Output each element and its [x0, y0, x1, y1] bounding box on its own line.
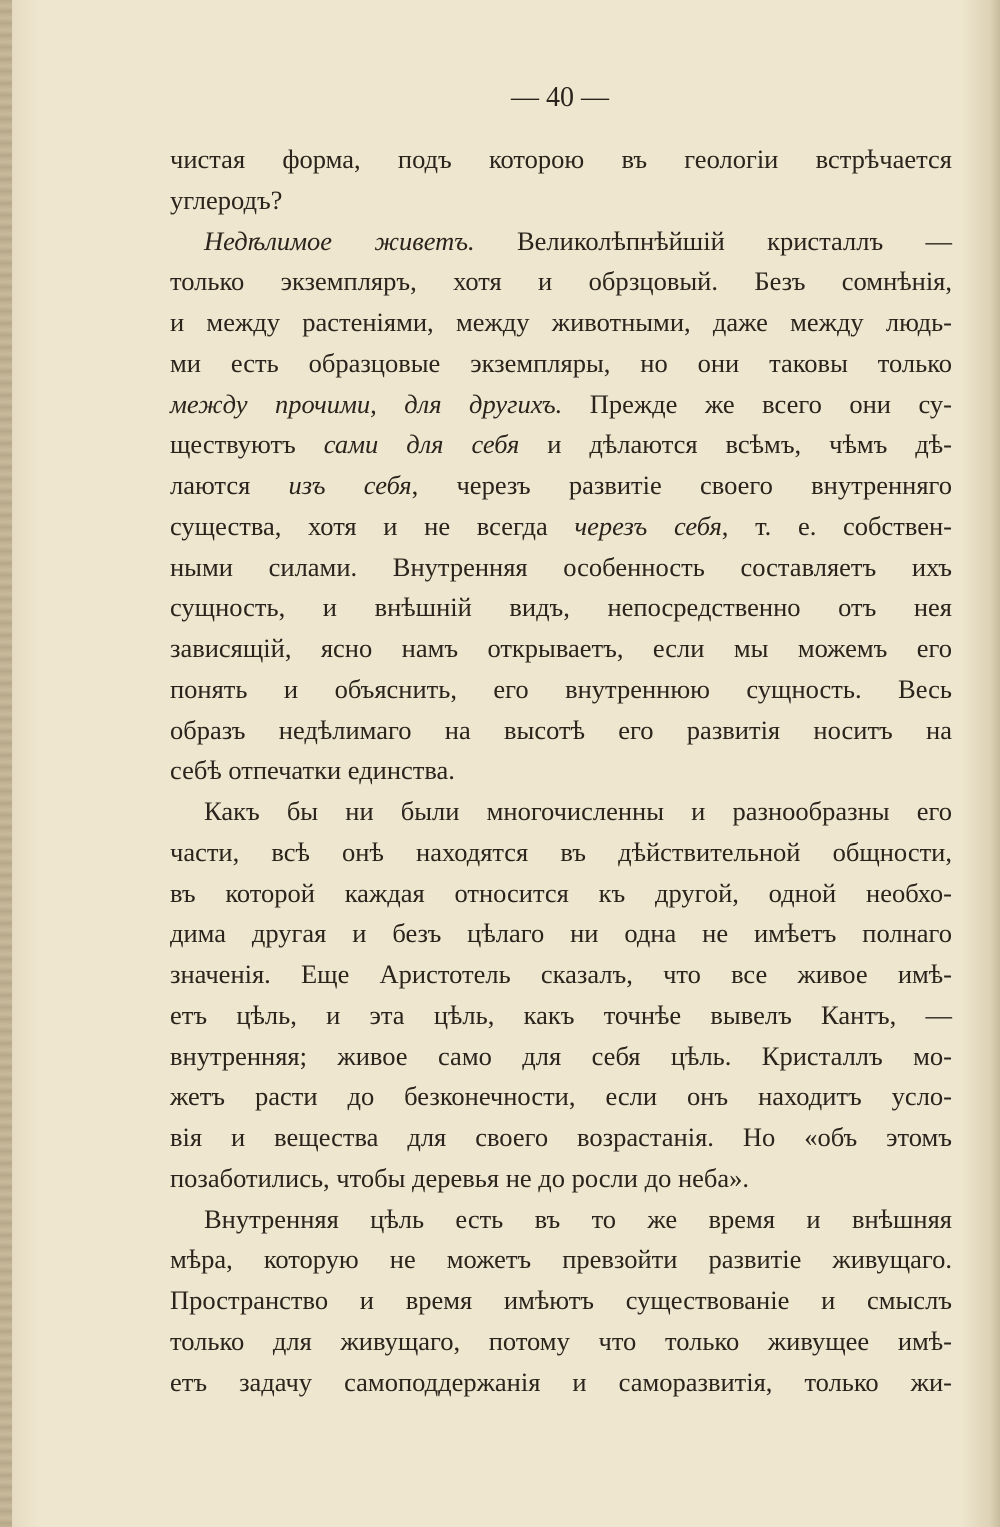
text-segment: существа, хотя и не всегда [170, 510, 575, 541]
text-segment: чистая форма, подъ которою въ геологіи встрѣчается [170, 144, 952, 174]
text-line [170, 302, 952, 343]
text-segment: ными силами. Внутренняя особенность составляетъ ихъ [170, 551, 952, 582]
text-line [170, 873, 952, 914]
text-line [170, 628, 952, 669]
text-segment: дима другая и безъ цѣлаго ни одна не имѣетъ полнаго [170, 918, 952, 949]
body-text [170, 139, 952, 1402]
text-segment: ществуютъ [170, 429, 324, 460]
text-segment: только для живущаго, потому что только живущее имѣ- [170, 1325, 952, 1356]
text-segment: и между растеніями, между животными, даже между людь- [170, 307, 952, 337]
text-line [170, 1036, 952, 1077]
text-line [170, 180, 952, 221]
text-segment: мѣра, которую не можетъ превзойти развитіе живущаго. [170, 1244, 952, 1275]
text-line [170, 1239, 952, 1280]
text-segment: себѣ отпечатки единства. [170, 755, 455, 786]
text-segment: образъ недѣлимаго на высотѣ его развитія носитъ на [170, 714, 952, 745]
text-line [170, 954, 952, 995]
text-line [170, 669, 952, 710]
text-line [170, 832, 952, 873]
text-line [170, 995, 952, 1036]
text-segment: ми есть образцовые экземпляры, но они таковы только [170, 347, 952, 378]
text-line [170, 710, 952, 751]
text-segment: жетъ расти до безконечности, если онъ находитъ усло- [170, 1081, 952, 1112]
text-line [170, 1199, 952, 1240]
text-segment: сущность, и внѣшній видъ, непосредственно отъ нея [170, 592, 952, 623]
text-segment: Пространство и время имѣютъ существованіе и смыслъ [170, 1285, 952, 1315]
text-line [170, 750, 952, 791]
text-line [170, 913, 952, 954]
text-segment: Великолѣпнѣйшій кристаллъ — [474, 225, 952, 256]
text-line [170, 1280, 952, 1321]
text-segment: значенія. Еще Аристотель сказалъ, что все живое имѣ- [170, 959, 952, 989]
text-segment: , т. е. собствен- [721, 510, 953, 541]
text-segment: Внутренняя цѣль есть въ то же время и внѣшняя [204, 1203, 952, 1234]
italic-text-segment: между прочими, для другихъ. [170, 388, 563, 419]
text-line [170, 1362, 952, 1403]
text-segment: зависящій, ясно намъ открываетъ, если мы можемъ его [170, 633, 952, 663]
text-line [170, 547, 952, 588]
text-line [170, 384, 952, 425]
text-line [170, 791, 952, 832]
text-segment: лаются [170, 470, 289, 500]
text-segment: и дѣлаются всѣмъ, чѣмъ дѣ- [519, 429, 952, 460]
text-segment: понять и объяснить, его внутреннюю сущность. Весь [170, 673, 952, 704]
text-segment: Прежде же всего они су- [562, 388, 952, 419]
italic-text-segment: изъ себя [288, 470, 412, 500]
text-segment: Какъ бы ни были многочисленны и разнообразны его [204, 796, 952, 826]
page-number: — 40 — [511, 82, 609, 113]
text-line [170, 139, 952, 180]
text-segment: части, всѣ онѣ находятся въ дѣйствительной общности, [170, 836, 952, 867]
text-line [170, 506, 952, 547]
text-segment: етъ цѣль, и эта цѣль, какъ точнѣе вывелъ Кантъ, — [170, 999, 952, 1030]
page-binding-edge [0, 0, 12, 1527]
text-line [170, 1158, 952, 1199]
italic-text-segment: черезъ себя [574, 510, 722, 541]
text-line [170, 1117, 952, 1158]
text-segment: , черезъ развитіе своего внутренняго [411, 470, 952, 500]
text-segment: позаботились, чтобы деревья не до росли до неба». [170, 1162, 750, 1193]
italic-text-segment: Недѣлимое живетъ. [204, 225, 475, 256]
text-line [170, 1321, 952, 1362]
text-segment: углеродъ? [170, 184, 283, 215]
text-line [170, 1076, 952, 1117]
text-line [170, 343, 952, 384]
text-line [170, 261, 952, 302]
text-segment: етъ задачу самоподдержанія и саморазвитія, только жи- [170, 1366, 952, 1397]
text-line [170, 465, 952, 506]
text-segment: въ которой каждая относится къ другой, одной необхо- [170, 877, 952, 908]
text-segment: только экземпляръ, хотя и обрзцовый. Безъ сомнѣнія, [170, 266, 952, 297]
text-segment: внутренняя; живое само для себя цѣль. Кристаллъ мо- [170, 1040, 952, 1071]
italic-text-segment: сами для себя [323, 429, 520, 460]
text-line [170, 424, 952, 465]
text-line [170, 587, 952, 628]
text-segment: вія и вещества для своего возрастанія. Но «объ этомъ [170, 1122, 952, 1152]
text-line [170, 221, 952, 262]
